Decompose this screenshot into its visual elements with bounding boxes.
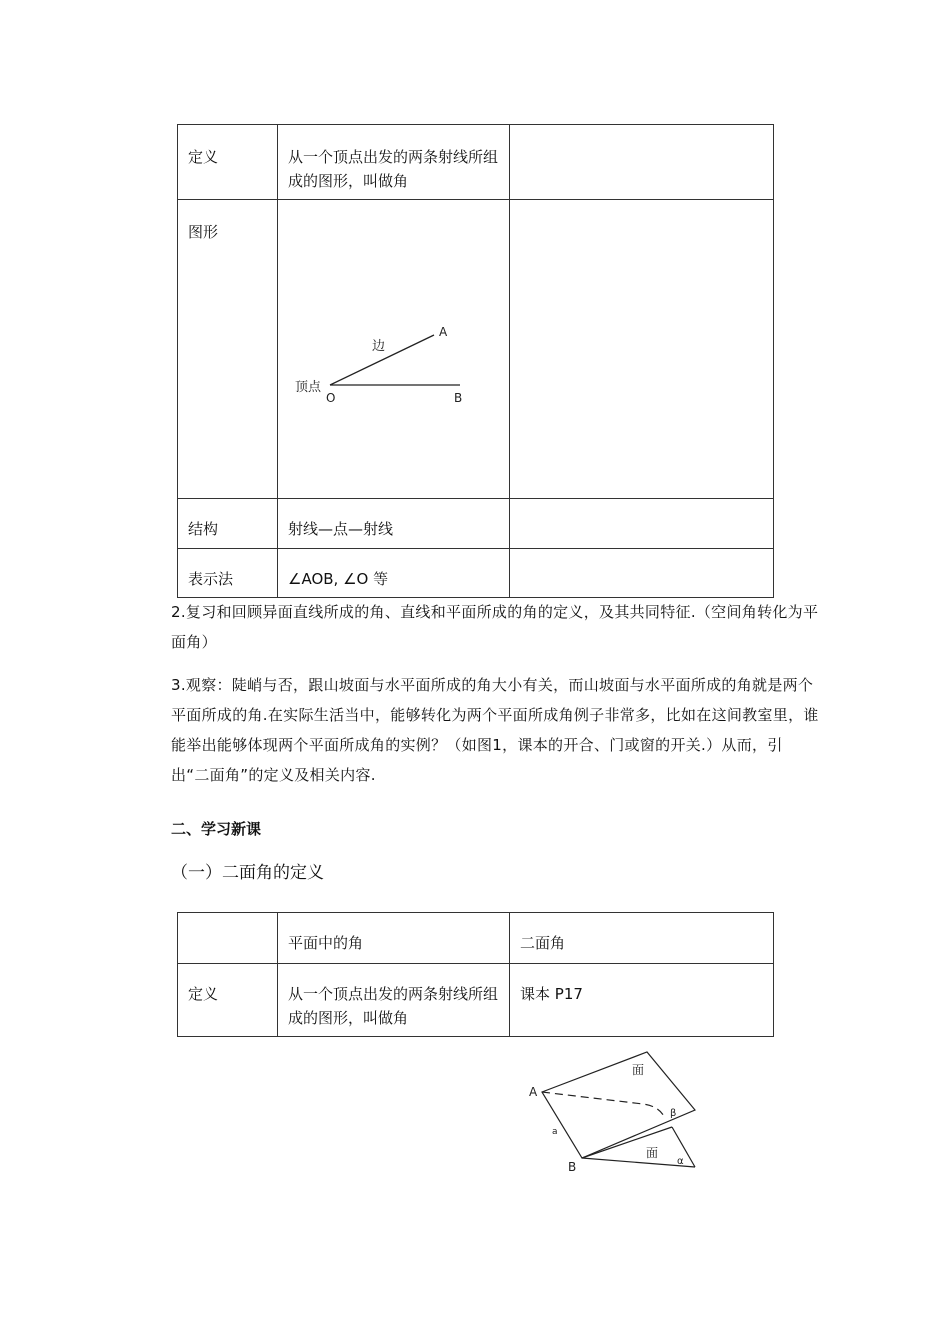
point-a-label: A [529,1085,538,1099]
table-row [178,964,774,1037]
row-label: 图形 [178,200,278,499]
point-b-label: B [568,1160,577,1174]
notation-cell: ∠AOB, ∠O 等 [278,549,510,598]
vertex-label: 顶点 [295,380,322,395]
row-label: 表示法 [178,549,278,598]
paragraph-review: 2.复习和回顾异面直线所成的角、直线和平面所成的角的定义，及其共同特征.（空间角转化为平面角） [171,603,819,651]
figure-cell [278,200,510,499]
face-bottom-label: 面 [646,1146,659,1160]
plane-beta [542,1052,695,1158]
definition-cell: 从一个顶点出发的两条射线所组成的图形，叫做角 [278,125,510,200]
point-b-label: B [454,391,463,405]
angle-figure [278,200,510,499]
table-row [178,125,774,200]
paragraph-observe: 3.观察：陡峭与否，跟山坡面与水平面所成的角大小有关，而山坡面与水平面所成的角就是两个平面所成的角.在实际生活当中，能够转化为两个平面所成角例子非常多，比如在这间教室里，谁能举出能够体现两个平面所成角的实例？（如图1，课本的开合、门或窗的开关.）从而，引出“二面角”的定义及相关内容. [171,676,819,784]
table-row [178,200,774,499]
section-heading: 二、学习新课 [171,820,262,838]
header-empty [178,913,278,964]
table-row [178,549,774,598]
point-a-label: A [439,325,448,339]
row-label: 结构 [178,499,278,549]
empty-cell [510,499,774,549]
empty-cell [510,549,774,598]
subsection-heading: （一）二面角的定义 [171,863,324,883]
textbook-ref-cell: 课本 P17 [510,964,774,1037]
point-o-label: O [326,391,336,405]
table-row [178,499,774,549]
dihedral-figure [525,1048,725,1178]
definition-cell: 从一个顶点出发的两条射线所组成的图形，叫做角 [278,964,510,1037]
structure-cell: 射线—点—射线 [278,499,510,549]
side-label: 边 [372,339,386,354]
angle-table [177,124,774,598]
header-plane-angle: 平面中的角 [278,913,510,964]
dihedral-table [177,912,774,1037]
hidden-edge [542,1092,665,1118]
face-top-label: 面 [632,1063,645,1077]
edge-label: a [552,1127,558,1137]
beta-label: β [670,1108,677,1119]
empty-cell [510,200,774,499]
empty-cell [510,125,774,200]
header-dihedral-angle: 二面角 [510,913,774,964]
intersect-line [582,1127,672,1158]
row-label: 定义 [178,125,278,200]
alpha-label: α [677,1156,684,1167]
table-header-row [178,913,774,964]
row-label: 定义 [178,964,278,1037]
